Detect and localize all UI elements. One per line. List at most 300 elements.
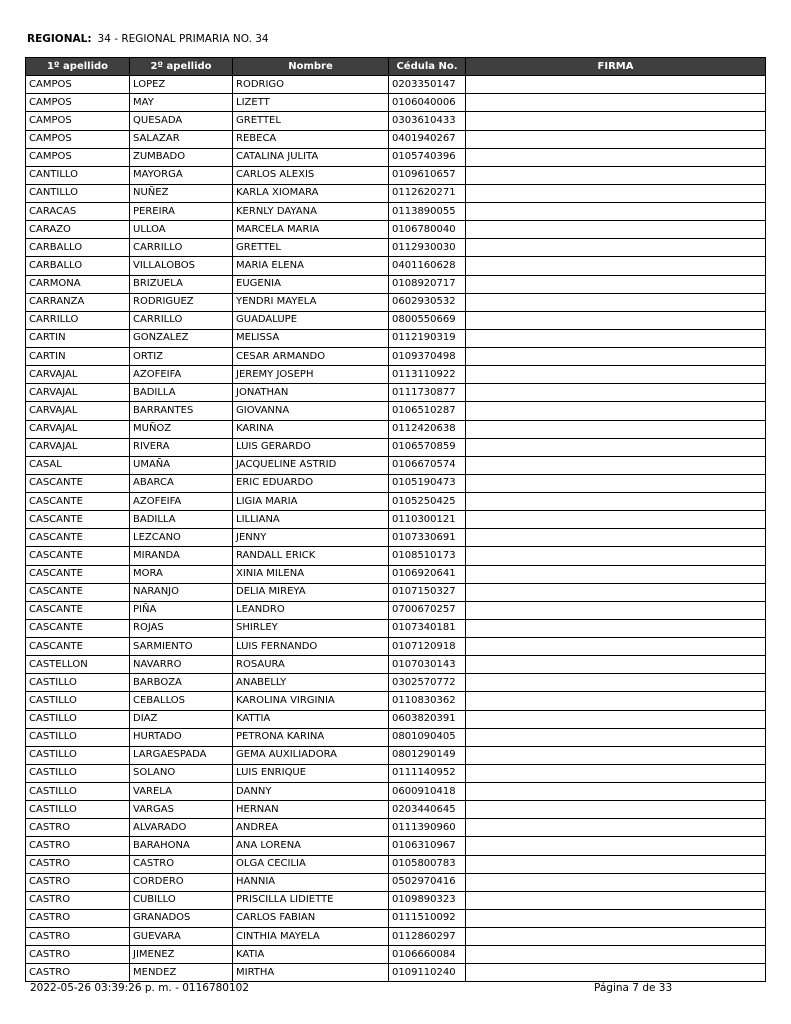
second-surname-cell: AZOFEIFA: [130, 366, 233, 384]
second-surname-cell: MENDEZ: [130, 964, 233, 982]
signature-cell: [466, 438, 766, 456]
name-cell: ROSAURA: [233, 656, 389, 674]
name-cell: MARIA ELENA: [233, 257, 389, 275]
table-row: [26, 964, 766, 982]
second-surname-cell: LEZCANO: [130, 529, 233, 547]
first-surname-cell: CASTILLO: [26, 801, 130, 819]
id-number-cell: 0801290149: [389, 746, 466, 764]
id-number-cell: 0203350147: [389, 76, 466, 94]
name-cell: GRETTEL: [233, 112, 389, 130]
signature-cell: [466, 692, 766, 710]
second-surname-cell: VARELA: [130, 783, 233, 801]
signature-cell: [466, 855, 766, 873]
name-cell: KARINA: [233, 420, 389, 438]
table-row: [26, 891, 766, 909]
first-surname-cell: CARACAS: [26, 203, 130, 221]
second-surname-cell: PEREIRA: [130, 203, 233, 221]
id-number-cell: 0600910418: [389, 783, 466, 801]
column-header-id-number: Cédula No.: [389, 58, 466, 76]
id-number-cell: 0113110922: [389, 366, 466, 384]
first-surname-cell: CARRANZA: [26, 293, 130, 311]
name-cell: XINIA MILENA: [233, 565, 389, 583]
name-cell: MARCELA MARIA: [233, 221, 389, 239]
name-cell: LUIS GERARDO: [233, 438, 389, 456]
id-number-cell: 0203440645: [389, 801, 466, 819]
table-row: [26, 493, 766, 511]
second-surname-cell: NARANJO: [130, 583, 233, 601]
signature-cell: [466, 184, 766, 202]
signature-cell: [466, 728, 766, 746]
signature-cell: [466, 474, 766, 492]
name-cell: REBECA: [233, 130, 389, 148]
first-surname-cell: CASTILLO: [26, 710, 130, 728]
second-surname-cell: ZUMBADO: [130, 148, 233, 166]
second-surname-cell: BADILLA: [130, 384, 233, 402]
id-number-cell: 0112860297: [389, 928, 466, 946]
id-number-cell: 0112620271: [389, 184, 466, 202]
table-row: [26, 474, 766, 492]
second-surname-cell: QUESADA: [130, 112, 233, 130]
id-number-cell: 0113890055: [389, 203, 466, 221]
id-number-cell: 0105740396: [389, 148, 466, 166]
first-surname-cell: CARAZO: [26, 221, 130, 239]
first-surname-cell: CASTRO: [26, 819, 130, 837]
table-row: [26, 511, 766, 529]
signature-cell: [466, 456, 766, 474]
second-surname-cell: MAYORGA: [130, 166, 233, 184]
table-row: [26, 946, 766, 964]
second-surname-cell: NUÑEZ: [130, 184, 233, 202]
signature-cell: [466, 746, 766, 764]
signature-cell: [466, 76, 766, 94]
id-number-cell: 0106670574: [389, 456, 466, 474]
second-surname-cell: RODRIGUEZ: [130, 293, 233, 311]
first-surname-cell: CARVAJAL: [26, 420, 130, 438]
table-row: [26, 855, 766, 873]
first-surname-cell: CASAL: [26, 456, 130, 474]
name-cell: DANNY: [233, 783, 389, 801]
first-surname-cell: CASCANTE: [26, 638, 130, 656]
table-row: [26, 76, 766, 94]
signature-cell: [466, 275, 766, 293]
signature-cell: [466, 311, 766, 329]
signature-cell: [466, 928, 766, 946]
signature-cell: [466, 239, 766, 257]
second-surname-cell: CUBILLO: [130, 891, 233, 909]
second-surname-cell: ULLOA: [130, 221, 233, 239]
signature-cell: [466, 148, 766, 166]
second-surname-cell: PIÑA: [130, 601, 233, 619]
name-cell: GRETTEL: [233, 239, 389, 257]
name-cell: MELISSA: [233, 329, 389, 347]
table-row: [26, 547, 766, 565]
first-surname-cell: CASCANTE: [26, 601, 130, 619]
name-cell: CESAR ARMANDO: [233, 348, 389, 366]
name-cell: LILLIANA: [233, 511, 389, 529]
table-row: [26, 257, 766, 275]
first-surname-cell: CARVAJAL: [26, 438, 130, 456]
signature-cell: [466, 529, 766, 547]
second-surname-cell: VARGAS: [130, 801, 233, 819]
id-number-cell: 0106660084: [389, 946, 466, 964]
id-number-cell: 0106040006: [389, 94, 466, 112]
id-number-cell: 0108920717: [389, 275, 466, 293]
second-surname-cell: MUÑOZ: [130, 420, 233, 438]
first-surname-cell: CARTIN: [26, 329, 130, 347]
second-surname-cell: ORTIZ: [130, 348, 233, 366]
id-number-cell: 0401160628: [389, 257, 466, 275]
table-row: [26, 873, 766, 891]
id-number-cell: 0111140952: [389, 764, 466, 782]
first-surname-cell: CASTILLO: [26, 692, 130, 710]
first-surname-cell: CAMPOS: [26, 130, 130, 148]
second-surname-cell: BRIZUELA: [130, 275, 233, 293]
second-surname-cell: BADILLA: [130, 511, 233, 529]
id-number-cell: 0106920641: [389, 565, 466, 583]
name-cell: JENNY: [233, 529, 389, 547]
first-surname-cell: CASTRO: [26, 891, 130, 909]
table-row: [26, 692, 766, 710]
id-number-cell: 0110300121: [389, 511, 466, 529]
id-number-cell: 0401940267: [389, 130, 466, 148]
name-cell: LIZETT: [233, 94, 389, 112]
id-number-cell: 0106310967: [389, 837, 466, 855]
name-cell: ANA LORENA: [233, 837, 389, 855]
table-row: [26, 619, 766, 637]
name-cell: GEMA AUXILIADORA: [233, 746, 389, 764]
second-surname-cell: LOPEZ: [130, 76, 233, 94]
signature-cell: [466, 221, 766, 239]
second-surname-cell: RIVERA: [130, 438, 233, 456]
second-surname-cell: MIRANDA: [130, 547, 233, 565]
id-number-cell: 0106510287: [389, 402, 466, 420]
first-surname-cell: CARRILLO: [26, 311, 130, 329]
name-cell: KARLA XIOMARA: [233, 184, 389, 202]
first-surname-cell: CASCANTE: [26, 493, 130, 511]
signature-cell: [466, 964, 766, 982]
table-row: [26, 837, 766, 855]
first-surname-cell: CASCANTE: [26, 547, 130, 565]
name-cell: ANABELLY: [233, 674, 389, 692]
table-row: [26, 94, 766, 112]
first-surname-cell: CASCANTE: [26, 583, 130, 601]
second-surname-cell: BARRANTES: [130, 402, 233, 420]
id-number-cell: 0700670257: [389, 601, 466, 619]
first-surname-cell: CASTRO: [26, 837, 130, 855]
signature-cell: [466, 946, 766, 964]
id-number-cell: 0801090405: [389, 728, 466, 746]
second-surname-cell: CARRILLO: [130, 311, 233, 329]
table-row: [26, 656, 766, 674]
id-number-cell: 0800550669: [389, 311, 466, 329]
second-surname-cell: ALVARADO: [130, 819, 233, 837]
name-cell: MIRTHA: [233, 964, 389, 982]
first-surname-cell: CASCANTE: [26, 474, 130, 492]
first-surname-cell: CASTRO: [26, 928, 130, 946]
second-surname-cell: GRANADOS: [130, 909, 233, 927]
second-surname-cell: MORA: [130, 565, 233, 583]
id-number-cell: 0105800783: [389, 855, 466, 873]
table-row: [26, 529, 766, 547]
signature-cell: [466, 511, 766, 529]
signature-cell: [466, 819, 766, 837]
id-number-cell: 0109890323: [389, 891, 466, 909]
first-surname-cell: CASCANTE: [26, 529, 130, 547]
regional-label: REGIONAL:: [27, 33, 92, 45]
table-row: [26, 638, 766, 656]
second-surname-cell: CARRILLO: [130, 239, 233, 257]
name-cell: GUADALUPE: [233, 311, 389, 329]
second-surname-cell: GONZALEZ: [130, 329, 233, 347]
name-cell: PRISCILLA LIDIETTE: [233, 891, 389, 909]
id-number-cell: 0107330691: [389, 529, 466, 547]
column-header-first-surname: 1º apellido: [26, 58, 130, 76]
signature-cell: [466, 547, 766, 565]
footer-timestamp: 2022-05-26 03:39:26 p. m. - 0116780102: [30, 982, 250, 994]
name-cell: LIGIA MARIA: [233, 493, 389, 511]
second-surname-cell: HURTADO: [130, 728, 233, 746]
name-cell: JONATHAN: [233, 384, 389, 402]
second-surname-cell: BARBOZA: [130, 674, 233, 692]
id-number-cell: 0105190473: [389, 474, 466, 492]
id-number-cell: 0112190319: [389, 329, 466, 347]
table-row: [26, 909, 766, 927]
id-number-cell: 0603820391: [389, 710, 466, 728]
first-surname-cell: CASTELLON: [26, 656, 130, 674]
signature-cell: [466, 764, 766, 782]
second-surname-cell: VILLALOBOS: [130, 257, 233, 275]
signature-cell: [466, 366, 766, 384]
table-row: [26, 402, 766, 420]
second-surname-cell: LARGAESPADA: [130, 746, 233, 764]
name-cell: GIOVANNA: [233, 402, 389, 420]
first-surname-cell: CARVAJAL: [26, 402, 130, 420]
table-row: [26, 348, 766, 366]
name-cell: EUGENIA: [233, 275, 389, 293]
first-surname-cell: CASTRO: [26, 946, 130, 964]
column-header-name: Nombre: [233, 58, 389, 76]
table-row: [26, 275, 766, 293]
name-cell: RODRIGO: [233, 76, 389, 94]
signature-cell: [466, 583, 766, 601]
name-cell: KATIA: [233, 946, 389, 964]
name-cell: PETRONA KARINA: [233, 728, 389, 746]
name-cell: LEANDRO: [233, 601, 389, 619]
signature-cell: [466, 710, 766, 728]
id-number-cell: 0602930532: [389, 293, 466, 311]
table-row: [26, 674, 766, 692]
name-cell: CATALINA JULITA: [233, 148, 389, 166]
name-cell: HANNIA: [233, 873, 389, 891]
table-row: [26, 710, 766, 728]
signature-cell: [466, 329, 766, 347]
first-surname-cell: CANTILLO: [26, 166, 130, 184]
second-surname-cell: AZOFEIFA: [130, 493, 233, 511]
table-row: [26, 438, 766, 456]
signature-cell: [466, 348, 766, 366]
signature-cell: [466, 420, 766, 438]
first-surname-cell: CASTRO: [26, 855, 130, 873]
second-surname-cell: BARAHONA: [130, 837, 233, 855]
signature-cell: [466, 909, 766, 927]
first-surname-cell: CANTILLO: [26, 184, 130, 202]
table-row: [26, 239, 766, 257]
regional-header: [27, 33, 269, 45]
name-cell: KATTIA: [233, 710, 389, 728]
first-surname-cell: CAMPOS: [26, 148, 130, 166]
first-surname-cell: CARMONA: [26, 275, 130, 293]
signature-cell: [466, 837, 766, 855]
id-number-cell: 0105250425: [389, 493, 466, 511]
second-surname-cell: SARMIENTO: [130, 638, 233, 656]
name-cell: JACQUELINE ASTRID: [233, 456, 389, 474]
table-row: [26, 166, 766, 184]
name-cell: KAROLINA VIRGINIA: [233, 692, 389, 710]
id-number-cell: 0111390960: [389, 819, 466, 837]
second-surname-cell: SOLANO: [130, 764, 233, 782]
signature-cell: [466, 166, 766, 184]
id-number-cell: 0111730877: [389, 384, 466, 402]
signature-cell: [466, 565, 766, 583]
signature-cell: [466, 203, 766, 221]
table-row: [26, 746, 766, 764]
signature-cell: [466, 601, 766, 619]
table-row: [26, 148, 766, 166]
first-surname-cell: CASTILLO: [26, 783, 130, 801]
name-cell: CARLOS FABIAN: [233, 909, 389, 927]
signature-cell: [466, 873, 766, 891]
id-number-cell: 0109610657: [389, 166, 466, 184]
signature-cell: [466, 257, 766, 275]
table-row: [26, 583, 766, 601]
table-row: [26, 112, 766, 130]
table-row: [26, 728, 766, 746]
table-row: [26, 601, 766, 619]
id-number-cell: 0109110240: [389, 964, 466, 982]
id-number-cell: 0107150327: [389, 583, 466, 601]
id-number-cell: 0302570772: [389, 674, 466, 692]
first-surname-cell: CAMPOS: [26, 94, 130, 112]
table-row: [26, 311, 766, 329]
first-surname-cell: CASTILLO: [26, 674, 130, 692]
name-cell: JEREMY JOSEPH: [233, 366, 389, 384]
name-cell: SHIRLEY: [233, 619, 389, 637]
id-number-cell: 0112420638: [389, 420, 466, 438]
name-cell: ERIC EDUARDO: [233, 474, 389, 492]
first-surname-cell: CASTRO: [26, 964, 130, 982]
name-cell: KERNLY DAYANA: [233, 203, 389, 221]
id-number-cell: 0106570859: [389, 438, 466, 456]
first-surname-cell: CASTILLO: [26, 746, 130, 764]
first-surname-cell: CARBALLO: [26, 239, 130, 257]
signature-cell: [466, 638, 766, 656]
first-surname-cell: CAMPOS: [26, 112, 130, 130]
column-header-second-surname: 2º apellido: [130, 58, 233, 76]
first-surname-cell: CARVAJAL: [26, 384, 130, 402]
name-cell: LUIS FERNANDO: [233, 638, 389, 656]
signature-roster-table: [25, 57, 766, 982]
name-cell: ANDREA: [233, 819, 389, 837]
regional-value: 34 - REGIONAL PRIMARIA NO. 34: [97, 33, 269, 45]
name-cell: RANDALL ERICK: [233, 547, 389, 565]
first-surname-cell: CARVAJAL: [26, 366, 130, 384]
table-row: [26, 203, 766, 221]
id-number-cell: 0111510092: [389, 909, 466, 927]
second-surname-cell: GUEVARA: [130, 928, 233, 946]
second-surname-cell: NAVARRO: [130, 656, 233, 674]
table-row: [26, 565, 766, 583]
id-number-cell: 0107030143: [389, 656, 466, 674]
second-surname-cell: CEBALLOS: [130, 692, 233, 710]
name-cell: LUIS ENRIQUE: [233, 764, 389, 782]
second-surname-cell: SALAZAR: [130, 130, 233, 148]
first-surname-cell: CASTRO: [26, 873, 130, 891]
signature-cell: [466, 130, 766, 148]
first-surname-cell: CASTILLO: [26, 728, 130, 746]
second-surname-cell: UMAÑA: [130, 456, 233, 474]
signature-cell: [466, 619, 766, 637]
signature-cell: [466, 674, 766, 692]
first-surname-cell: CASTRO: [26, 909, 130, 927]
signature-cell: [466, 801, 766, 819]
table-row: [26, 783, 766, 801]
table-header-row: [26, 58, 766, 76]
table-row: [26, 221, 766, 239]
second-surname-cell: ROJAS: [130, 619, 233, 637]
footer-page-number: Página 7 de 33: [594, 982, 673, 994]
id-number-cell: 0110830362: [389, 692, 466, 710]
second-surname-cell: ABARCA: [130, 474, 233, 492]
first-surname-cell: CARTIN: [26, 348, 130, 366]
table-row: [26, 801, 766, 819]
second-surname-cell: DIAZ: [130, 710, 233, 728]
name-cell: CINTHIA MAYELA: [233, 928, 389, 946]
second-surname-cell: MAY: [130, 94, 233, 112]
signature-cell: [466, 656, 766, 674]
table-body: [26, 76, 766, 982]
name-cell: OLGA CECILIA: [233, 855, 389, 873]
id-number-cell: 0502970416: [389, 873, 466, 891]
table-row: [26, 456, 766, 474]
first-surname-cell: CASCANTE: [26, 619, 130, 637]
signature-cell: [466, 493, 766, 511]
signature-cell: [466, 402, 766, 420]
signature-cell: [466, 293, 766, 311]
id-number-cell: 0107120918: [389, 638, 466, 656]
first-surname-cell: CARBALLO: [26, 257, 130, 275]
name-cell: YENDRI MAYELA: [233, 293, 389, 311]
id-number-cell: 0107340181: [389, 619, 466, 637]
second-surname-cell: CORDERO: [130, 873, 233, 891]
first-surname-cell: CAMPOS: [26, 76, 130, 94]
table-row: [26, 184, 766, 202]
table-row: [26, 384, 766, 402]
table-row: [26, 420, 766, 438]
table-row: [26, 366, 766, 384]
first-surname-cell: CASCANTE: [26, 511, 130, 529]
name-cell: CARLOS ALEXIS: [233, 166, 389, 184]
signature-cell: [466, 891, 766, 909]
table-row: [26, 819, 766, 837]
column-header-signature: FIRMA: [466, 58, 766, 76]
signature-cell: [466, 783, 766, 801]
second-surname-cell: JIMENEZ: [130, 946, 233, 964]
first-surname-cell: CASCANTE: [26, 565, 130, 583]
id-number-cell: 0303610433: [389, 112, 466, 130]
table-row: [26, 928, 766, 946]
signature-cell: [466, 112, 766, 130]
table-row: [26, 293, 766, 311]
